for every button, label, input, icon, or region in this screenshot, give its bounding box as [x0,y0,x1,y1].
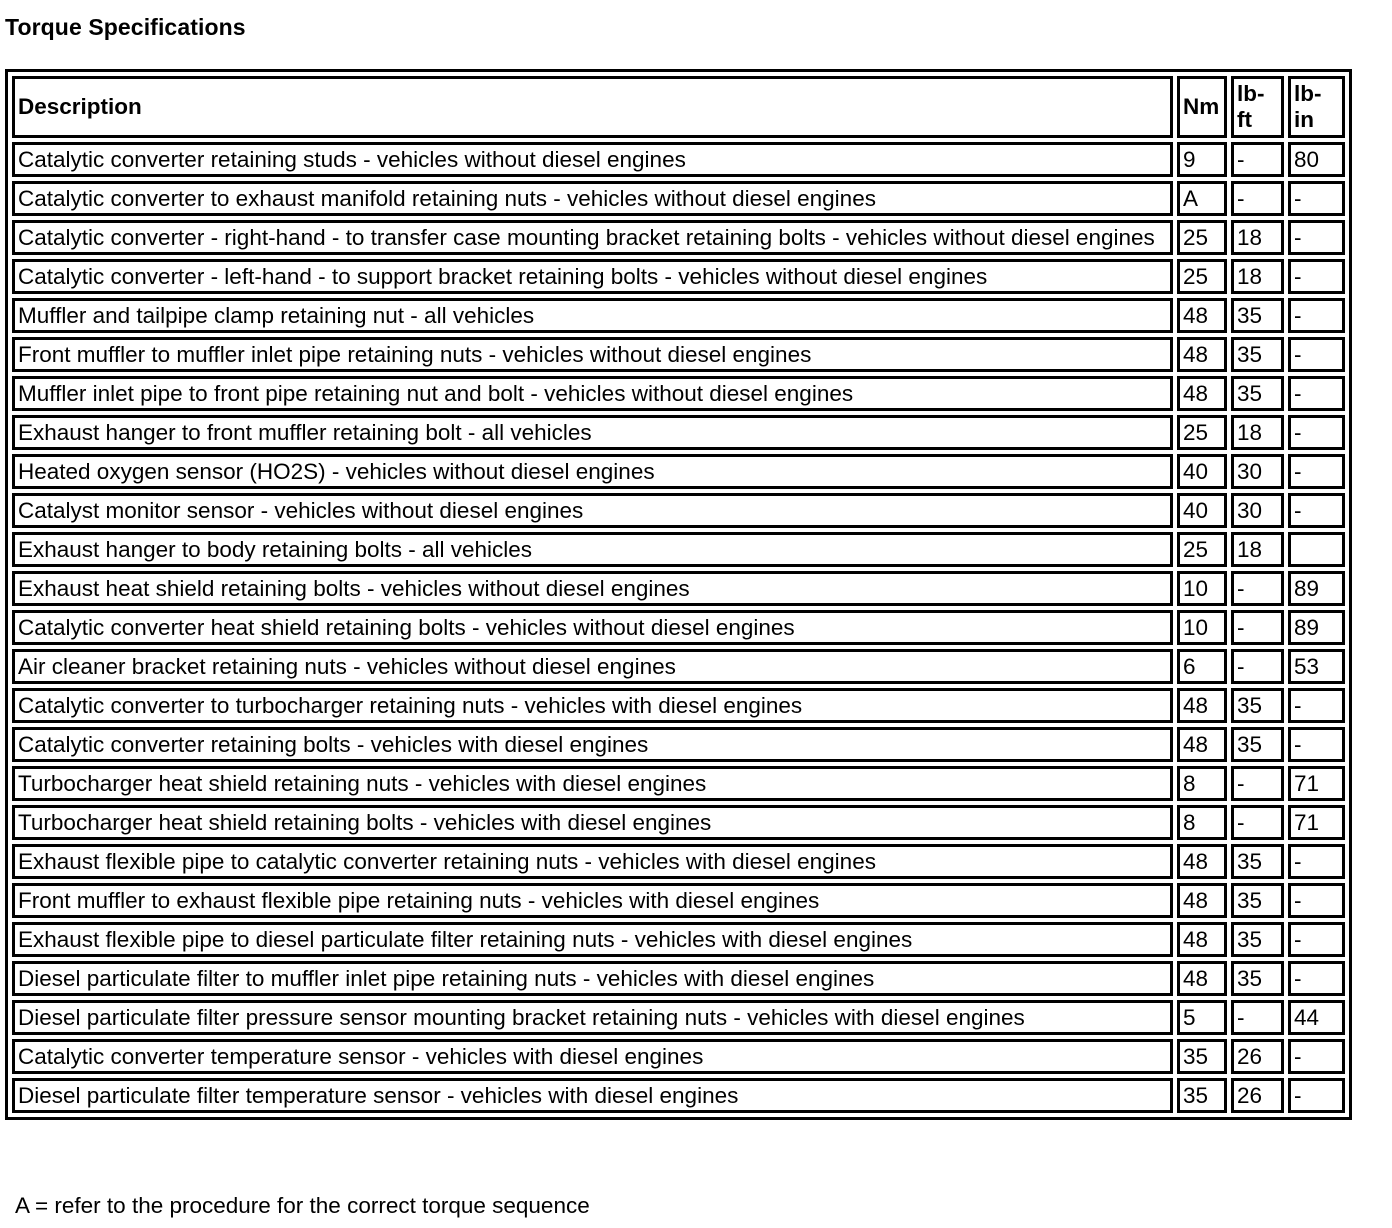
table-row [12,376,1345,411]
cell-lbin: - [1288,493,1345,528]
torque-spec-table-frame [5,69,1352,1120]
cell-nm: 8 [1177,805,1227,840]
cell-lbin: 89 [1288,610,1345,645]
table-row [12,766,1345,801]
table-row [12,1078,1345,1113]
cell-lbin: - [1288,259,1345,294]
table-row [12,688,1345,723]
table-row [12,220,1345,255]
cell-description: Catalytic converter - left-hand - to support bracket retaining bolts - vehicles without diesel engines [12,259,1173,294]
table-row [12,337,1345,372]
table-row [12,142,1345,177]
cell-lbft: 35 [1231,922,1284,957]
table-row [12,415,1345,450]
cell-description: Catalyst monitor sensor - vehicles without diesel engines [12,493,1173,528]
table-header-row [12,76,1345,138]
header-description: Description [12,76,1173,138]
cell-nm: 48 [1177,922,1227,957]
cell-lbin [1288,532,1345,567]
cell-lbft: 18 [1231,415,1284,450]
cell-lbin: - [1288,220,1345,255]
cell-lbin: - [1288,688,1345,723]
table-body [12,76,1345,1113]
cell-description: Exhaust heat shield retaining bolts - vehicles without diesel engines [12,571,1173,606]
table-row [12,1000,1345,1035]
cell-description: Exhaust flexible pipe to diesel particulate filter retaining nuts - vehicles with diesel engines [12,922,1173,957]
cell-nm: 25 [1177,532,1227,567]
cell-description: Catalytic converter to exhaust manifold retaining nuts - vehicles without diesel engines [12,181,1173,216]
cell-lbin: - [1288,961,1345,996]
cell-description: Diesel particulate filter pressure sensor mounting bracket retaining nuts - vehicles with diesel engines [12,1000,1173,1035]
cell-lbft: 30 [1231,454,1284,489]
table-row [12,493,1345,528]
cell-description: Exhaust hanger to front muffler retaining bolt - all vehicles [12,415,1173,450]
cell-description: Catalytic converter to turbocharger retaining nuts - vehicles with diesel engines [12,688,1173,723]
header-lbft: lb-ft [1231,76,1284,138]
table-row [12,649,1345,684]
table-row [12,805,1345,840]
cell-lbin: 71 [1288,805,1345,840]
cell-lbin: 80 [1288,142,1345,177]
table-row [12,259,1345,294]
cell-description: Turbocharger heat shield retaining bolts - vehicles with diesel engines [12,805,1173,840]
table-row [12,181,1345,216]
cell-nm: 10 [1177,610,1227,645]
cell-lbin: - [1288,454,1345,489]
cell-nm: A [1177,181,1227,216]
cell-description: Front muffler to exhaust flexible pipe retaining nuts - vehicles with diesel engines [12,883,1173,918]
table-row [12,844,1345,879]
cell-lbin: - [1288,181,1345,216]
cell-lbft: 18 [1231,259,1284,294]
cell-nm: 48 [1177,298,1227,333]
header-nm: Nm [1177,76,1227,138]
cell-description: Heated oxygen sensor (HO2S) - vehicles without diesel engines [12,454,1173,489]
cell-lbin: - [1288,298,1345,333]
cell-lbft: 35 [1231,376,1284,411]
cell-lbin: - [1288,883,1345,918]
cell-nm: 48 [1177,844,1227,879]
cell-nm: 48 [1177,727,1227,762]
cell-lbft: - [1231,610,1284,645]
cell-lbft: 26 [1231,1078,1284,1113]
cell-lbft: 35 [1231,844,1284,879]
cell-lbin: - [1288,337,1345,372]
cell-nm: 35 [1177,1039,1227,1074]
cell-lbin: - [1288,1078,1345,1113]
cell-description: Air cleaner bracket retaining nuts - vehicles without diesel engines [12,649,1173,684]
cell-nm: 40 [1177,454,1227,489]
cell-nm: 9 [1177,142,1227,177]
cell-lbft: 35 [1231,883,1284,918]
cell-nm: 35 [1177,1078,1227,1113]
cell-nm: 8 [1177,766,1227,801]
cell-lbft: 35 [1231,688,1284,723]
cell-nm: 25 [1177,259,1227,294]
cell-description: Turbocharger heat shield retaining nuts - vehicles with diesel engines [12,766,1173,801]
cell-nm: 40 [1177,493,1227,528]
table-row [12,727,1345,762]
cell-lbft: - [1231,181,1284,216]
cell-lbft: 18 [1231,220,1284,255]
cell-lbft: 30 [1231,493,1284,528]
cell-nm: 48 [1177,337,1227,372]
table-row [12,883,1345,918]
cell-description: Diesel particulate filter temperature sensor - vehicles with diesel engines [12,1078,1173,1113]
cell-lbft: 26 [1231,1039,1284,1074]
cell-lbft: 35 [1231,337,1284,372]
cell-lbft: 35 [1231,727,1284,762]
cell-lbft: - [1231,649,1284,684]
table-row [12,961,1345,996]
table-row [12,922,1345,957]
cell-lbin: - [1288,727,1345,762]
cell-lbin: - [1288,844,1345,879]
table-row [12,298,1345,333]
table-row [12,454,1345,489]
cell-lbft: 35 [1231,298,1284,333]
table-row [12,571,1345,606]
cell-nm: 25 [1177,415,1227,450]
torque-spec-table [8,72,1349,1117]
cell-lbft: - [1231,805,1284,840]
cell-description: Catalytic converter heat shield retaining bolts - vehicles without diesel engines [12,610,1173,645]
table-row [12,1039,1345,1074]
cell-nm: 48 [1177,883,1227,918]
cell-description: Muffler inlet pipe to front pipe retaining nut and bolt - vehicles without diesel engines [12,376,1173,411]
cell-description: Exhaust hanger to body retaining bolts - all vehicles [12,532,1173,567]
cell-lbft: - [1231,766,1284,801]
cell-nm: 25 [1177,220,1227,255]
cell-lbft: 35 [1231,961,1284,996]
cell-lbin: 89 [1288,571,1345,606]
cell-nm: 48 [1177,376,1227,411]
cell-description: Muffler and tailpipe clamp retaining nut - all vehicles [12,298,1173,333]
cell-description: Diesel particulate filter to muffler inlet pipe retaining nuts - vehicles with diesel engines [12,961,1173,996]
cell-lbin: - [1288,376,1345,411]
cell-description: Catalytic converter retaining studs - vehicles without diesel engines [12,142,1173,177]
table-row [12,610,1345,645]
cell-lbin: - [1288,415,1345,450]
cell-description: Catalytic converter retaining bolts - vehicles with diesel engines [12,727,1173,762]
cell-lbin: 44 [1288,1000,1345,1035]
cell-description: Front muffler to muffler inlet pipe retaining nuts - vehicles without diesel engines [12,337,1173,372]
cell-nm: 5 [1177,1000,1227,1035]
cell-nm: 48 [1177,688,1227,723]
cell-lbft: - [1231,142,1284,177]
cell-lbin: 71 [1288,766,1345,801]
cell-lbft: 18 [1231,532,1284,567]
cell-description: Catalytic converter - right-hand - to transfer case mounting bracket retaining bolts - vehicles without diesel engines [12,220,1173,255]
cell-description: Catalytic converter temperature sensor - vehicles with diesel engines [12,1039,1173,1074]
cell-nm: 10 [1177,571,1227,606]
footnote: A = refer to the procedure for the correct torque sequence [15,1193,590,1218]
cell-lbin: 53 [1288,649,1345,684]
cell-nm: 6 [1177,649,1227,684]
cell-lbft: - [1231,571,1284,606]
header-lbin: lb-in [1288,76,1345,138]
cell-lbin: - [1288,922,1345,957]
cell-lbft: - [1231,1000,1284,1035]
cell-lbin: - [1288,1039,1345,1074]
cell-description: Exhaust flexible pipe to catalytic converter retaining nuts - vehicles with diesel engines [12,844,1173,879]
cell-nm: 48 [1177,961,1227,996]
table-row [12,532,1345,567]
page-title: Torque Specifications [5,14,246,40]
